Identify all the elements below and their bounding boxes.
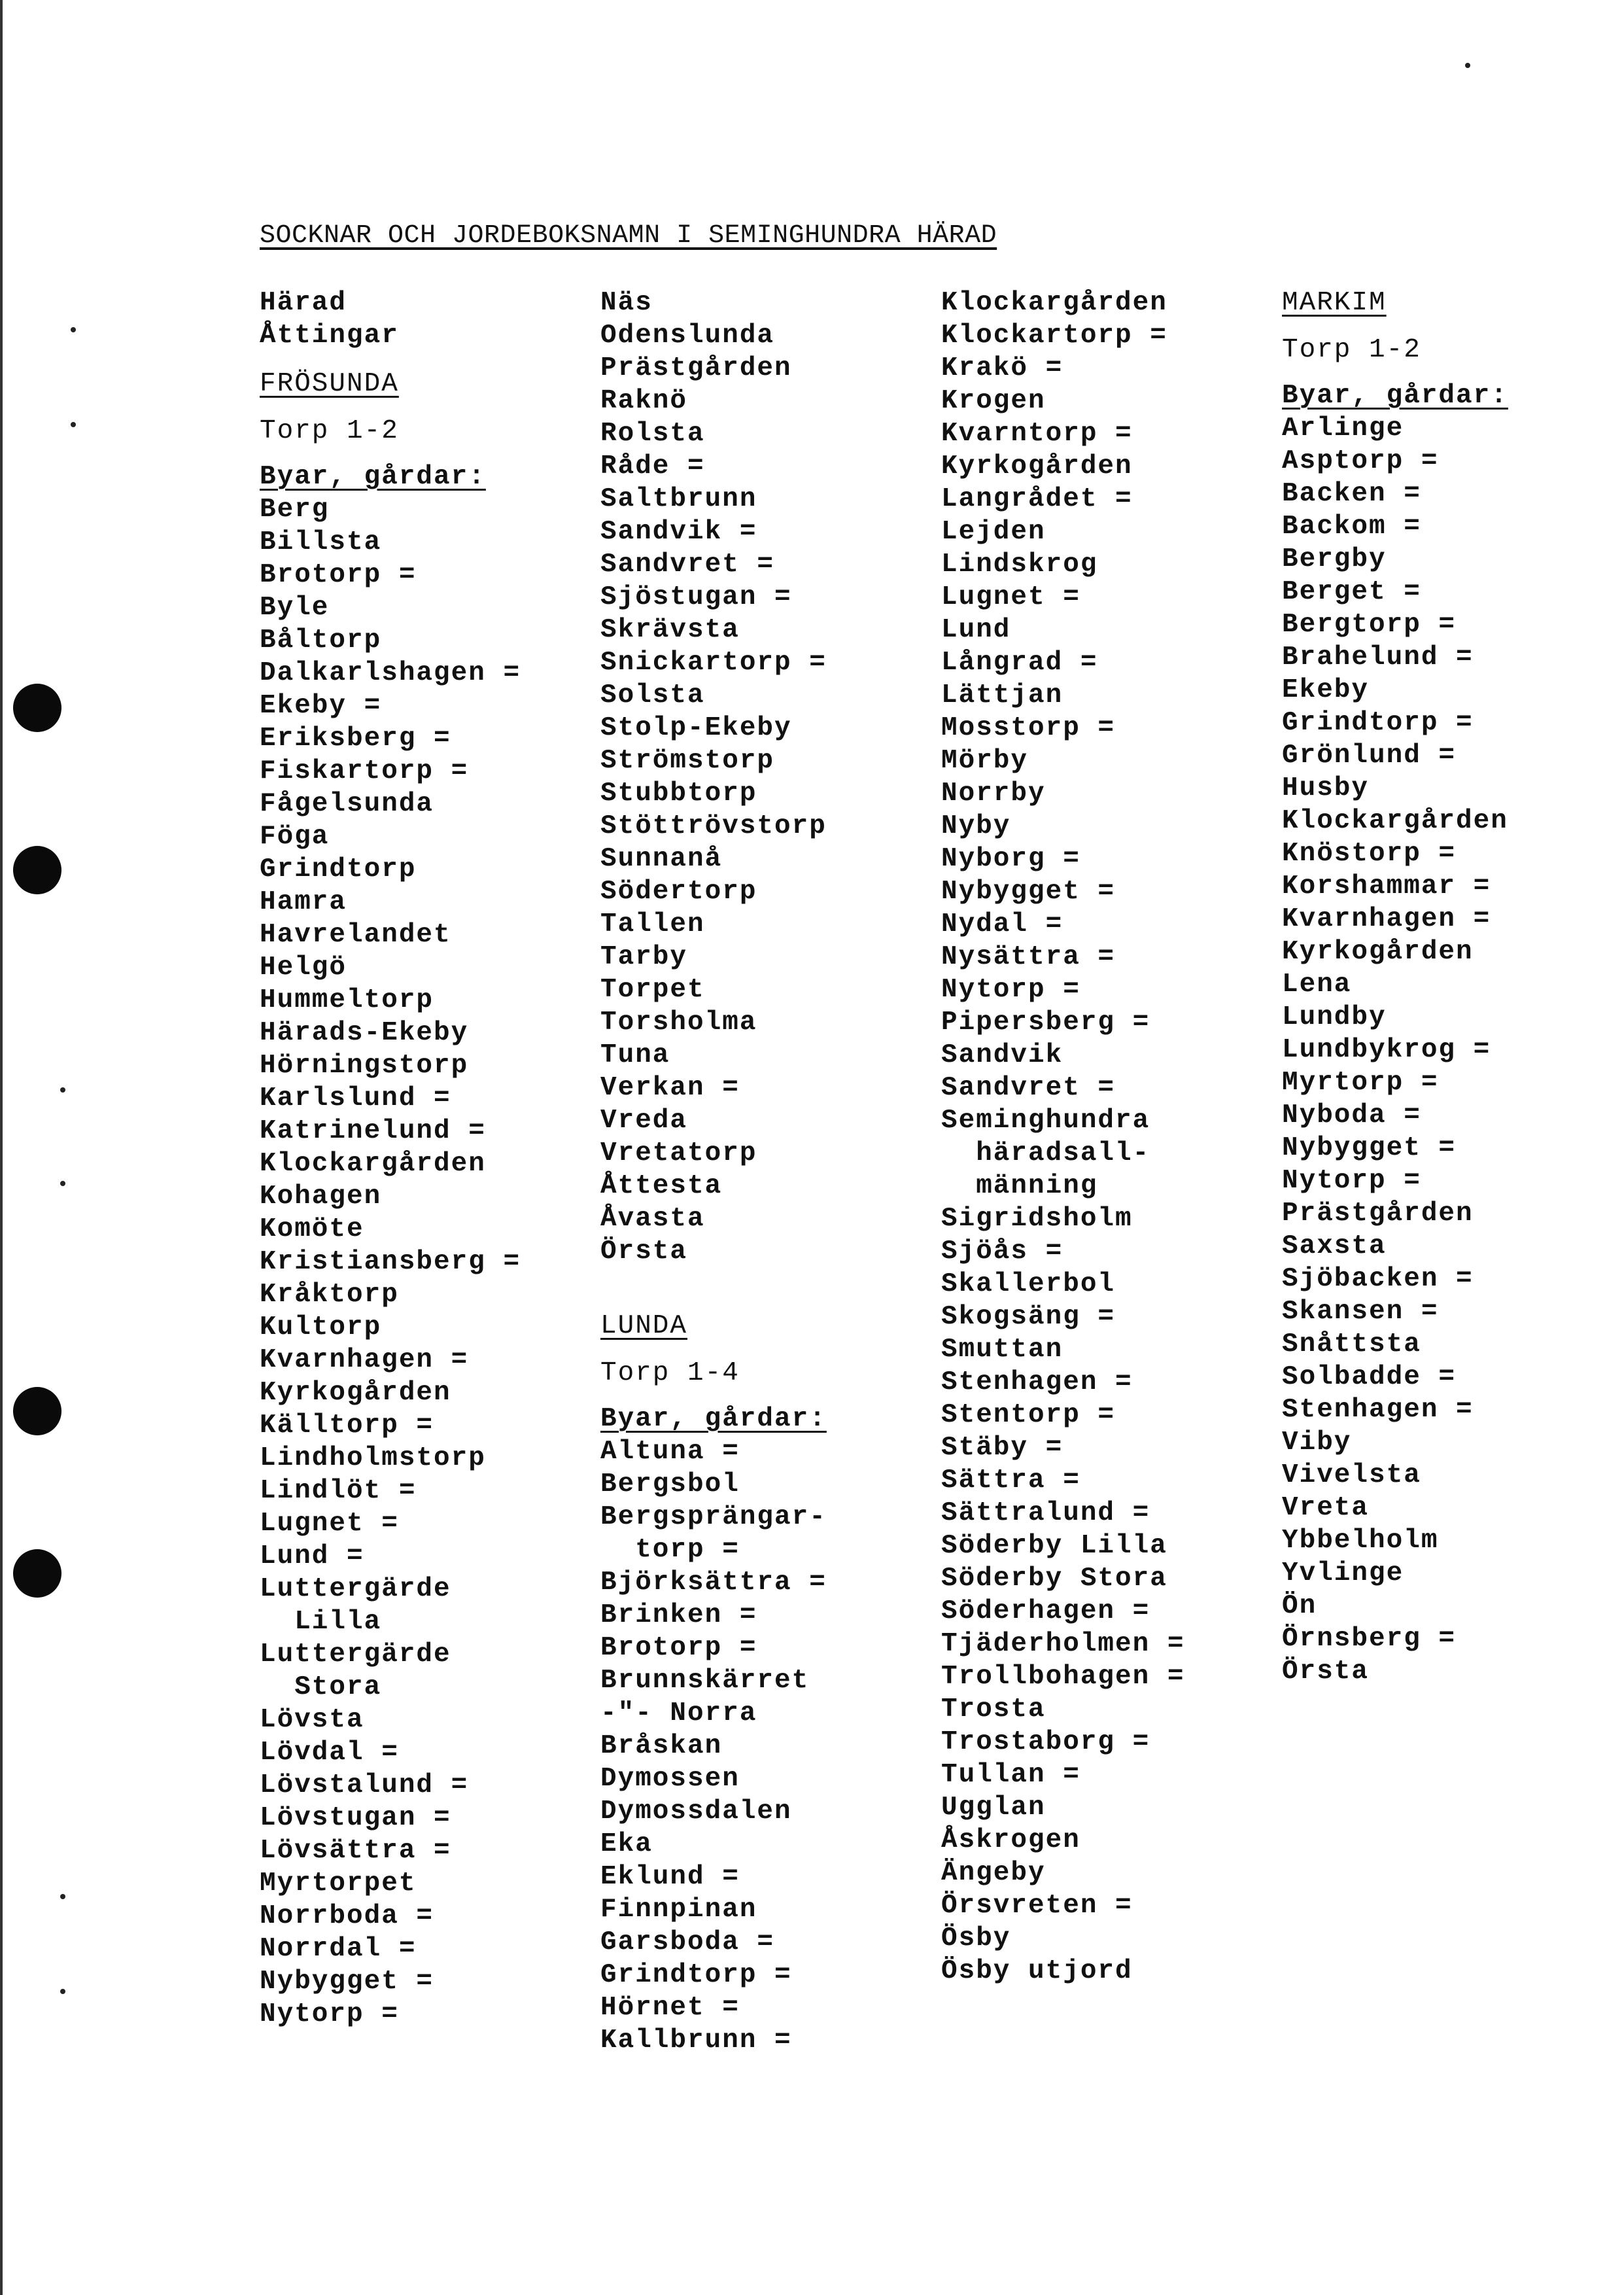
place-name: Smuttan <box>941 1335 1063 1365</box>
place-name: Billsta <box>260 527 382 557</box>
speck <box>60 1989 65 1994</box>
villages-heading: Byar, gårdar: <box>1282 381 1508 411</box>
place-name: Örsta <box>600 1236 688 1267</box>
place-name: Sandvret = <box>941 1073 1116 1103</box>
place-name: Lättjan <box>941 680 1063 710</box>
speck <box>60 1894 65 1899</box>
place-name: Nyby <box>941 811 1011 841</box>
place-name: Sjöås = <box>941 1236 1063 1267</box>
place-name: Tuna <box>600 1040 670 1070</box>
place-name: Kvarntorp = <box>941 419 1133 449</box>
place-name: Norrboda = <box>260 1901 434 1931</box>
place-name: Byle <box>260 593 330 623</box>
place-name: Sjöstugan = <box>600 582 792 612</box>
place-name: Nybygget = <box>260 1967 434 1997</box>
place-name: Dymossen <box>600 1764 740 1794</box>
place-name: Raknö <box>600 386 688 416</box>
place-name: Arlinge <box>1282 413 1404 444</box>
place-name: Lindholmstorp <box>260 1443 486 1473</box>
place-name: Vreda <box>600 1106 688 1136</box>
place-name: Ugglan <box>941 1793 1046 1823</box>
page-edge <box>0 0 3 2295</box>
place-name: Brunnskärret <box>600 1666 810 1696</box>
punch-hole <box>13 684 61 732</box>
place-name: Nytorp = <box>260 1999 399 2029</box>
place-name: Altuna = <box>600 1437 740 1467</box>
place-name: Kyrkogården <box>941 451 1133 482</box>
place-name: Ön <box>1282 1591 1317 1621</box>
place-name: Sandvik = <box>600 517 757 547</box>
place-name: Hörnet = <box>600 1993 740 2023</box>
parish-heading: FRÖSUNDA <box>260 369 399 399</box>
place-name: Söderhagen = <box>941 1596 1150 1626</box>
place-name: Söderby Lilla <box>941 1531 1167 1561</box>
place-name: Hummeltorp <box>260 985 434 1015</box>
place-name: Yvlinge <box>1282 1558 1404 1588</box>
place-name: Bergsbol <box>600 1469 740 1499</box>
place-name: Grönlund = <box>1282 741 1457 771</box>
speck <box>60 1181 65 1186</box>
place-name: Nybygget = <box>1282 1133 1457 1163</box>
place-name: Vretatorp <box>600 1138 757 1168</box>
place-name: Helgö <box>260 953 347 983</box>
place-name: Snickartorp = <box>600 648 827 678</box>
place-name: Kallbrunn = <box>600 2025 792 2056</box>
place-name: Langrådet = <box>941 484 1133 514</box>
place-name: Mosstorp = <box>941 713 1116 743</box>
place-name: Stubbtorp <box>600 779 757 809</box>
place-name: Lövsättra = <box>260 1836 451 1866</box>
place-name: Tullan = <box>941 1760 1080 1790</box>
place-name: Grindtorp = <box>600 1960 792 1990</box>
place-name: Lövdal = <box>260 1738 399 1768</box>
column-frosunda <box>260 287 587 2031</box>
place-name: Lundby <box>1282 1002 1387 1032</box>
place-name: Krakö = <box>941 353 1063 383</box>
place-name: torp = <box>600 1535 740 1565</box>
place-name: Näs <box>600 288 653 318</box>
place-name: Fiskartorp = <box>260 756 469 786</box>
place-name: Berget = <box>1282 577 1421 607</box>
place-name: Stenhagen = <box>941 1367 1133 1397</box>
place-name: Kyrkogården <box>1282 937 1474 967</box>
place-name: Backen = <box>1282 479 1421 509</box>
place-name: Härads-Ekeby <box>260 1018 469 1048</box>
place-name: Söderby Stora <box>941 1564 1167 1594</box>
place-name: Backom = <box>1282 512 1421 542</box>
place-name: Luttergärde <box>260 1574 451 1604</box>
place-name: Eklund = <box>600 1862 740 1892</box>
place-name: Solsta <box>600 680 705 710</box>
punch-hole <box>13 1387 61 1435</box>
place-name: Lugnet = <box>941 582 1080 612</box>
column-markim <box>1282 287 1609 1688</box>
place-name: Lilla <box>260 1607 382 1637</box>
place-name: Hamra <box>260 887 347 917</box>
place-name: Mörby <box>941 746 1029 776</box>
place-name: Skallerbol <box>941 1269 1116 1299</box>
place-name: Ybbelholm <box>1282 1526 1439 1556</box>
place-name: Tallen <box>600 909 705 939</box>
place-name: Verkan = <box>600 1073 740 1103</box>
place-name: Örsvreten = <box>941 1891 1133 1921</box>
place-name: Skansen = <box>1282 1297 1439 1327</box>
place-name: häradsall- <box>941 1138 1150 1168</box>
place-name: Prästgården <box>1282 1199 1474 1229</box>
place-name: Nytorp = <box>941 975 1080 1005</box>
place-name: Husby <box>1282 773 1370 803</box>
place-name: Katrinelund = <box>260 1116 486 1146</box>
place-name: Korshammar = <box>1282 871 1491 902</box>
place-name: Kvarnhagen = <box>1282 904 1491 934</box>
place-name: Åttingar <box>260 321 399 351</box>
place-name: Tjäderholmen = <box>941 1629 1185 1659</box>
place-name: Saxsta <box>1282 1231 1387 1261</box>
place-name: Bråskan <box>600 1731 723 1761</box>
villages-heading: Byar, gårdar: <box>260 462 486 492</box>
place-name: Lindlöt = <box>260 1476 417 1506</box>
place-name: Sättralund = <box>941 1498 1150 1528</box>
place-name: Åskrogen <box>941 1825 1080 1855</box>
place-name: Nyboda = <box>1282 1100 1421 1130</box>
place-name: Ösby <box>941 1923 1011 1953</box>
place-name: Stäby = <box>941 1433 1063 1463</box>
place-name: Kyrkogården <box>260 1378 451 1408</box>
place-name: Skrävsta <box>600 615 740 645</box>
place-name: Bergby <box>1282 544 1387 574</box>
place-name: Lövstalund = <box>260 1770 469 1800</box>
place-name: Norrdal = <box>260 1934 417 1964</box>
place-name: Prästgården <box>600 353 792 383</box>
place-name: Lena <box>1282 970 1352 1000</box>
place-name: Kristiansberg = <box>260 1247 521 1277</box>
place-name: Brotorp = <box>600 1633 757 1663</box>
place-name: Eka <box>600 1829 653 1859</box>
place-name: Saltbrunn <box>600 484 757 514</box>
place-name: Nysättra = <box>941 942 1116 972</box>
place-name: Berg <box>260 495 330 525</box>
place-name: Karlslund = <box>260 1083 451 1113</box>
column-lunda <box>600 287 927 2057</box>
speck <box>1465 63 1470 68</box>
place-name: Bergsprängar- <box>600 1502 827 1532</box>
place-name: Nytorp = <box>1282 1166 1421 1196</box>
place-name: männing <box>941 1171 1098 1201</box>
place-name: Åvasta <box>600 1204 705 1234</box>
place-name: Kråktorp <box>260 1280 399 1310</box>
spacer <box>600 1268 927 1294</box>
place-name: Ekeby = <box>260 691 382 721</box>
place-name: Nydal = <box>941 909 1063 939</box>
place-name: Stolp-Ekeby <box>600 713 792 743</box>
place-name: Lejden <box>941 517 1046 547</box>
place-name: Strömstorp <box>600 746 775 776</box>
speck <box>71 327 76 332</box>
punch-hole <box>13 1549 61 1598</box>
place-name: Klockargården <box>260 1149 486 1179</box>
place-name: Pipersberg = <box>941 1007 1150 1038</box>
place-name: Finnpinan <box>600 1895 757 1925</box>
place-name: Dalkarlshagen = <box>260 658 521 688</box>
place-name: Föga <box>260 822 330 852</box>
place-name: Kultorp <box>260 1312 382 1342</box>
place-name: Lövstugan = <box>260 1803 451 1833</box>
place-name: Trollbohagen = <box>941 1662 1185 1692</box>
place-name: Myrtorpet <box>260 1868 417 1899</box>
place-name: Luttergärde <box>260 1639 451 1670</box>
place-name: Garsboda = <box>600 1927 775 1957</box>
place-name: Nybygget = <box>941 877 1116 907</box>
speck <box>71 422 76 427</box>
parish-heading: MARKIM <box>1282 288 1387 318</box>
place-name: Torpet <box>600 975 705 1005</box>
place-name: Björksättra = <box>600 1568 827 1598</box>
place-name: Hörningstorp <box>260 1051 469 1081</box>
place-name: Lövsta <box>260 1705 364 1735</box>
place-name: Klockargården <box>941 288 1167 318</box>
column-continuation <box>941 287 1268 1988</box>
place-name: Sunnanå <box>600 844 723 874</box>
torp-range: Torp 1-4 <box>600 1358 740 1388</box>
page-title: SOCKNAR OCH JORDEBOKSNAMN I SEMINGHUNDRA HÄRAD <box>260 221 997 251</box>
place-name: Vreta <box>1282 1493 1370 1523</box>
torp-range: Torp 1-2 <box>260 416 399 446</box>
place-name: Åttesta <box>600 1171 723 1201</box>
speck <box>60 1087 65 1093</box>
place-name: Grindtorp = <box>1282 708 1474 738</box>
place-name: Krogen <box>941 386 1046 416</box>
place-name: Härad <box>260 288 347 318</box>
place-name: Seminghundra <box>941 1106 1150 1136</box>
place-name: Vivelsta <box>1282 1460 1421 1490</box>
place-name: Torsholma <box>600 1007 757 1038</box>
place-name: Örsta <box>1282 1656 1370 1687</box>
place-name: Brotorp = <box>260 560 417 590</box>
parish-heading: LUNDA <box>600 1311 688 1341</box>
place-name: Sandvret = <box>600 550 775 580</box>
place-name: Myrtorp = <box>1282 1068 1439 1098</box>
place-name: Komöte <box>260 1214 364 1244</box>
place-name: Sigridsholm <box>941 1204 1133 1234</box>
place-name: Stentorp = <box>941 1400 1116 1430</box>
place-name: Sättra = <box>941 1465 1080 1496</box>
place-name: Odenslunda <box>600 321 775 351</box>
place-name: Dymossdalen <box>600 1796 792 1827</box>
place-name: Trostaborg = <box>941 1727 1150 1757</box>
place-name: Snåttsta <box>1282 1329 1421 1359</box>
place-name: Lundbykrog = <box>1282 1035 1491 1065</box>
place-name: Klockartorp = <box>941 321 1167 351</box>
place-name: Lund <box>941 615 1011 645</box>
place-name: Knöstorp = <box>1282 839 1457 869</box>
place-name: -"- Norra <box>600 1698 757 1728</box>
punch-hole <box>13 846 61 894</box>
place-name: Örnsberg = <box>1282 1624 1457 1654</box>
place-name: Källtorp = <box>260 1410 434 1441</box>
place-name: Brinken = <box>600 1600 757 1630</box>
place-name: Ängeby <box>941 1858 1046 1888</box>
place-name: Rolsta <box>600 419 705 449</box>
place-name: Båltorp <box>260 625 382 656</box>
place-name: Ösby utjord <box>941 1956 1133 1986</box>
place-name: Långrad = <box>941 648 1098 678</box>
place-name: Skogsäng = <box>941 1302 1116 1332</box>
place-name: Viby <box>1282 1428 1352 1458</box>
place-name: Södertorp <box>600 877 757 907</box>
place-name: Brahelund = <box>1282 642 1474 673</box>
place-name: Klockargården <box>1282 806 1508 836</box>
place-name: Råde = <box>600 451 705 482</box>
villages-heading: Byar, gårdar: <box>600 1404 827 1434</box>
place-name: Grindtorp <box>260 854 417 885</box>
place-name: Kohagen <box>260 1182 382 1212</box>
place-name: Sandvik <box>941 1040 1063 1070</box>
place-name: Trosta <box>941 1694 1046 1725</box>
place-name: Tarby <box>600 942 688 972</box>
place-name: Stenhagen = <box>1282 1395 1474 1425</box>
place-name: Kvarnhagen = <box>260 1345 469 1375</box>
place-name: Norrby <box>941 779 1046 809</box>
place-name: Ekeby <box>1282 675 1370 705</box>
torp-range: Torp 1-2 <box>1282 335 1421 365</box>
place-name: Lugnet = <box>260 1509 399 1539</box>
place-name: Stora <box>260 1672 382 1702</box>
place-name: Solbadde = <box>1282 1362 1457 1392</box>
place-name: Bergtorp = <box>1282 610 1457 640</box>
place-name: Asptorp = <box>1282 446 1439 476</box>
place-name: Havrelandet <box>260 920 451 950</box>
place-name: Eriksberg = <box>260 724 451 754</box>
place-name: Lindskrog <box>941 550 1098 580</box>
place-name: Fågelsunda <box>260 789 434 819</box>
place-name: Nyborg = <box>941 844 1080 874</box>
place-name: Sjöbacken = <box>1282 1264 1474 1294</box>
place-name: Lund = <box>260 1541 364 1571</box>
place-name: Stöttrövstorp <box>600 811 827 841</box>
